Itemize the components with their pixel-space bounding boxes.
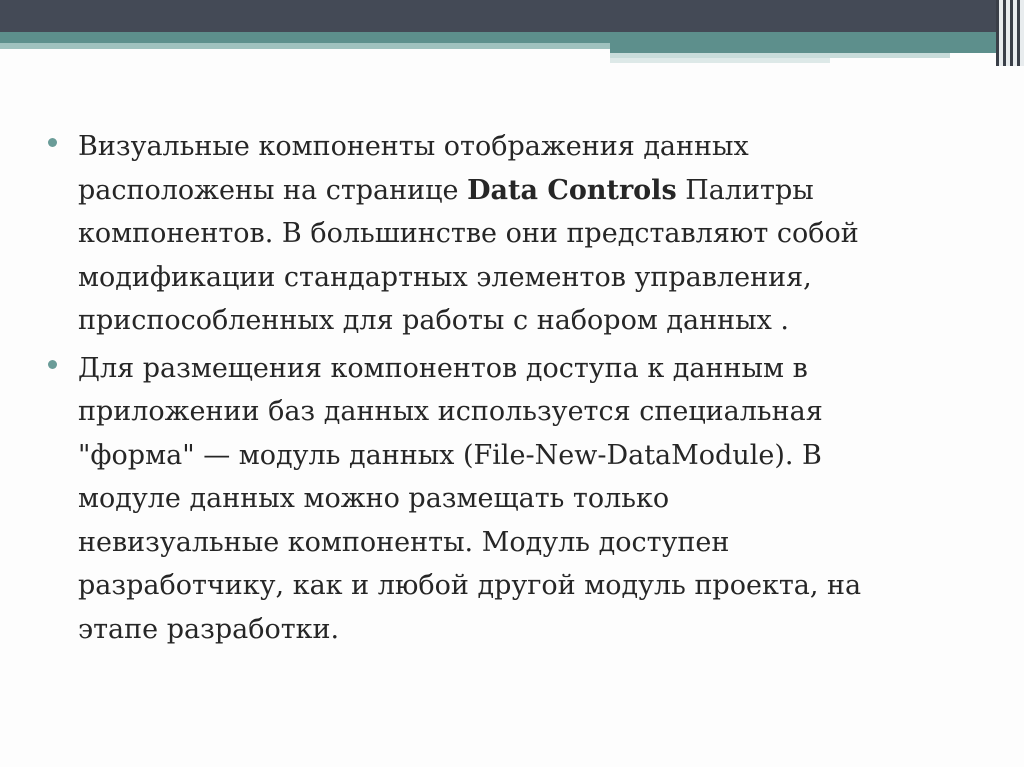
bullet-line: этапе разработки. [78, 613, 340, 645]
bullet-line: модуле данных можно размещать только [78, 483, 670, 514]
bullet-line: Для размещения компонентов доступа к данным в [78, 352, 808, 384]
header-accent-light [0, 43, 610, 49]
bullet-line: "форма" — модуль данных (File-New-DataModule). В [78, 439, 822, 471]
bullet-item-2 [48, 347, 988, 652]
bullet-text: Палитры [676, 174, 814, 206]
header-step-band [610, 43, 1024, 53]
bullet-line: модификации стандартных элементов управления, [78, 261, 812, 293]
slide-body [48, 125, 988, 651]
header-step-light-2 [610, 58, 830, 63]
bullet-line: компонентов. В большинстве они представляют собой [78, 218, 859, 249]
bullet-dot-icon [48, 138, 57, 147]
bullet-line: приспособленных для работы с набором данных . [78, 305, 790, 336]
bullet-dot-icon [48, 360, 57, 369]
bullet-line [78, 169, 988, 213]
bullet-line: разработчику, как и любой другой модуль проекта, на [78, 570, 862, 601]
bullet-line: невизуальные компоненты. Модуль доступен [78, 526, 730, 558]
bullet-line: приложении баз данных используется специальная [78, 396, 823, 427]
header-accent-band [0, 32, 1024, 43]
bold-term: Data Controls [467, 174, 677, 206]
bullet-item-1 [48, 125, 988, 343]
corner-stripe-gap [1020, 0, 1024, 66]
bullet-line: Визуальные компоненты отображения данных [78, 131, 749, 162]
header-band [0, 0, 1024, 32]
bullet-text: расположены на странице [78, 174, 468, 206]
